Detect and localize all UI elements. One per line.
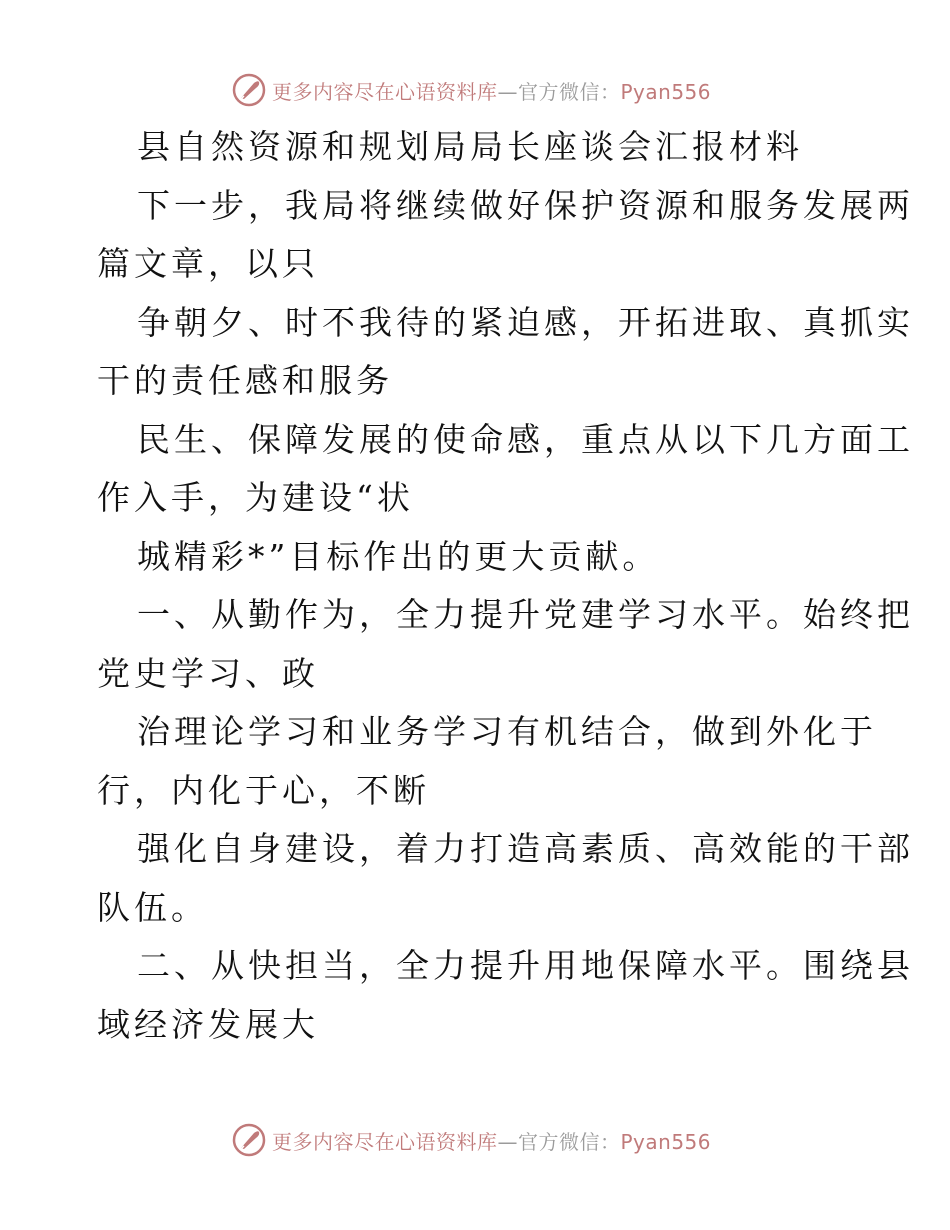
section-heading-line: 二、从快担当，全力提升用地保障水平。围绕县 xyxy=(137,946,914,985)
paragraph-line: 民生、保障发展的使命感，重点从以下几方面工 xyxy=(137,419,914,459)
paragraph-line: 队伍。 xyxy=(97,887,208,927)
watermark-footer xyxy=(232,1122,711,1158)
paragraph-line: 城精彩*”目标作出的更大贡献。 xyxy=(137,536,660,576)
paragraph-line: 强化自身建设，着力打造高素质、高效能的干部 xyxy=(137,829,914,868)
paragraph-line: 篇文章，以只 xyxy=(97,244,319,283)
document-body xyxy=(97,118,914,1054)
document-title: 县自然资源和规划局局长座谈会汇报材料 xyxy=(137,127,803,166)
watermark-prefix: 更多内容尽在心语资料库 xyxy=(272,79,498,104)
paragraph-line: 干的责任感和服务 xyxy=(97,361,393,400)
quill-pen-icon xyxy=(232,1123,266,1157)
paragraph-line: 行，内化于心，不断 xyxy=(97,770,430,810)
watermark-dash: — xyxy=(497,1129,518,1154)
paragraph-line: 争朝夕、时不我待的紧迫感，开拓进取、真抓实 xyxy=(137,302,914,342)
paragraph-line: 下一步，我局将继续做好保护资源和服务发展两 xyxy=(137,185,914,225)
paragraph-line: 治理论学习和业务学习有机结合，做到外化于 xyxy=(137,712,877,751)
watermark-wechat-label: 官方微信： xyxy=(518,1129,621,1154)
section-heading-line: 一、从勤作为，全力提升党建学习水平。始终把 xyxy=(137,595,914,634)
watermark-wechat-id: Pyan556 xyxy=(620,79,712,104)
watermark-dash: — xyxy=(497,79,518,104)
paragraph-line: 作入手，为建设“状 xyxy=(97,478,414,517)
watermark-wechat-label: 官方微信： xyxy=(518,79,621,104)
watermark-wechat-id: Pyan556 xyxy=(620,1129,712,1154)
watermark-prefix: 更多内容尽在心语资料库 xyxy=(272,1129,498,1154)
paragraph-line: 域经济发展大 xyxy=(97,1004,319,1044)
paragraph-line: 党史学习、政 xyxy=(97,653,319,693)
quill-pen-icon xyxy=(232,73,266,107)
watermark-header xyxy=(232,72,711,108)
